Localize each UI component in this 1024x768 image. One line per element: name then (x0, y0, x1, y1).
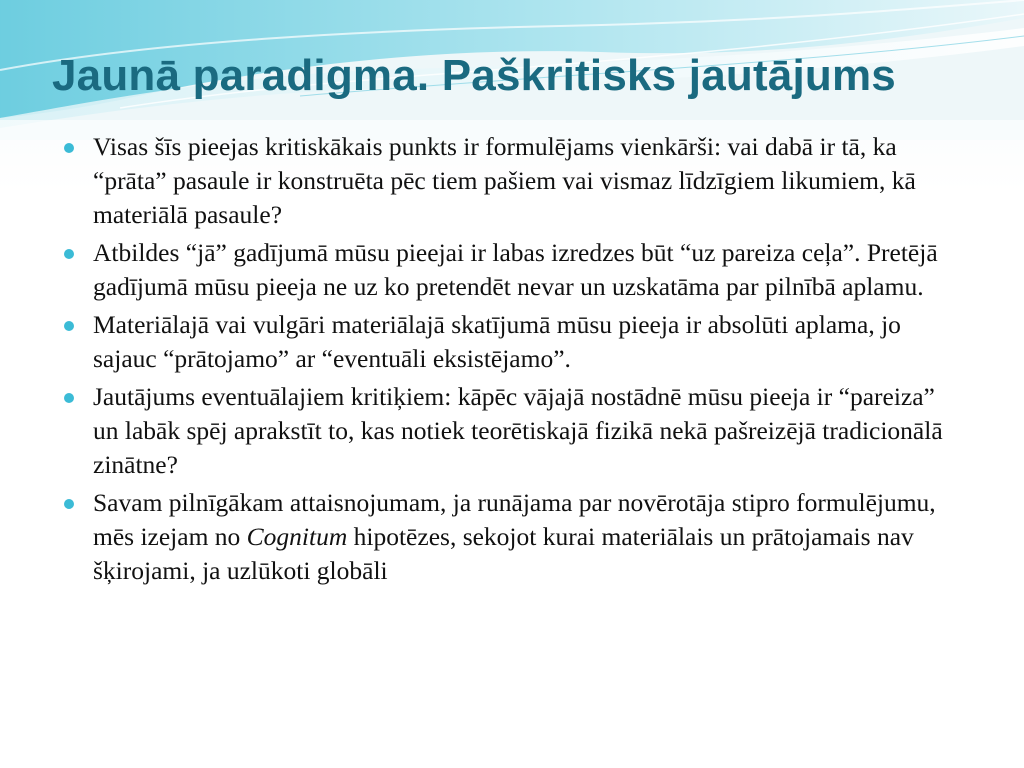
bullet-list (60, 130, 960, 592)
list-item (60, 236, 960, 304)
bullet-icon (64, 499, 74, 509)
bullet-text-italic: Cognitum (246, 522, 348, 551)
page-title: Jaunā paradigma. Paškritisks jautājums (52, 51, 896, 100)
list-item (60, 380, 960, 482)
list-item (60, 486, 960, 588)
bullet-text: Visas šīs pieejas kritiskākais punkts ir formulējams vienkārši: vai dabā ir tā, ka “prāta” pasaule ir konstruēta pēc tiem pašiem vai vismaz līdzīgiem likumiem, kā materiālā pasaule? (93, 132, 916, 229)
bullet-text: Atbildes “jā” gadījumā mūsu pieejai ir labas izredzes būt “uz pareiza ceļa”. Pretējā gadījumā mūsu pieeja ne uz ko pretendēt nevar un uzskatāma par pilnībā aplamu. (93, 238, 938, 301)
bullet-text-part: Savam pilnīgākam attaisnojumam, ja runājama par novērotāja stipro formulējumu, mēs izejam no (93, 488, 936, 551)
bullet-icon (64, 321, 74, 331)
bullet-icon (64, 143, 74, 153)
bullet-text (93, 488, 936, 585)
bullet-icon (64, 249, 74, 259)
bullet-text-part: hipotēzes, sekojot kurai materiālais un prātojamais nav šķirojami, ja uzlūkoti globāli (93, 522, 914, 585)
bullet-icon (64, 393, 74, 403)
list-item (60, 308, 960, 376)
bullet-text: Materiālajā vai vulgāri materiālajā skatījumā mūsu pieeja ir absolūti aplama, jo sajauc “prātojamo” ar “eventuāli eksistējamo”. (93, 310, 901, 373)
bullet-text: Jautājums eventuālajiem kritiķiem: kāpēc vājajā nostādnē mūsu pieeja ir “pareiza” un labāk spēj aprakstīt to, kas notiek teorētiskajā fizikā nekā pašreizējā tradicionālā zinātne? (93, 382, 943, 479)
list-item (60, 130, 960, 232)
